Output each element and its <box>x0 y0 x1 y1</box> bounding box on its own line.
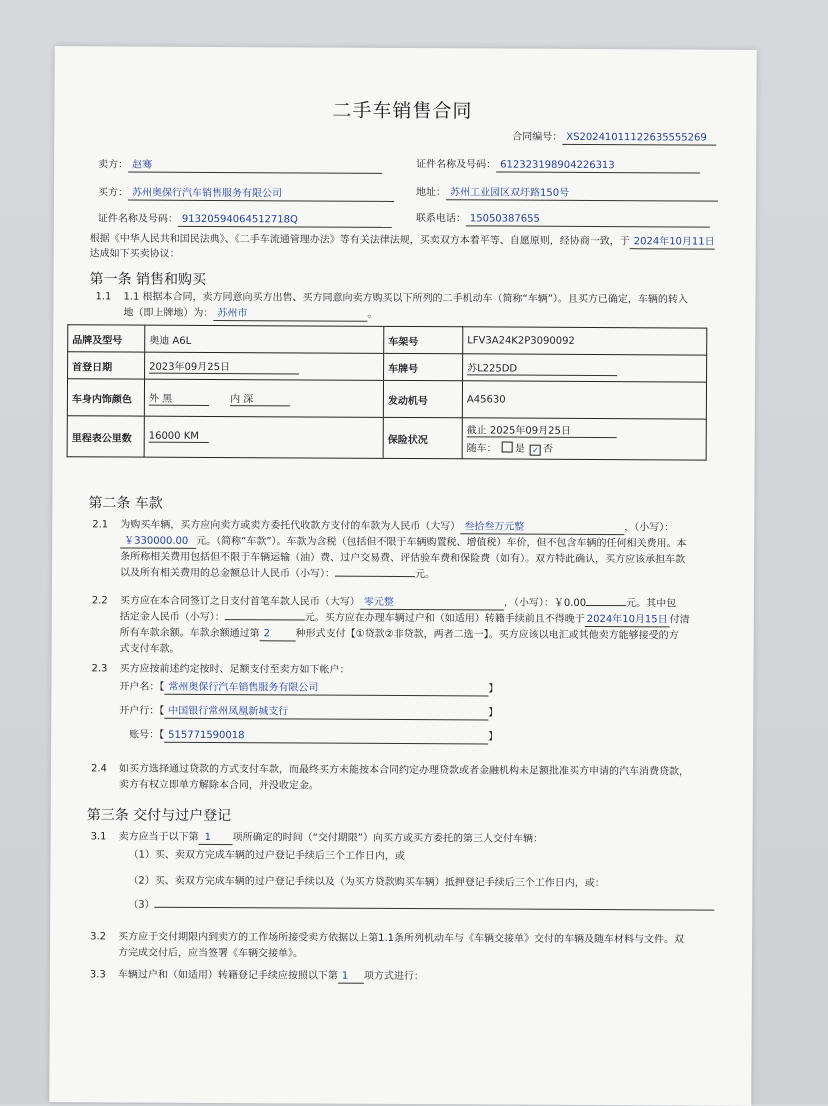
account-number: 515771590018 <box>164 729 488 745</box>
color-label: 车身内饰颜色 <box>67 379 144 416</box>
interior-color: 内 深 <box>230 390 290 406</box>
contract-page <box>49 46 757 1106</box>
buyer-id-label: 证件名称及号码： <box>97 213 178 225</box>
buyer-id-row <box>98 212 392 228</box>
account-bank: 中国银行常州凤凰新城支行 <box>164 705 488 721</box>
insurance-value: 截止 2025年09月25日 随车： 是 ✓ 否 <box>462 418 706 460</box>
buyer-phone: 15050387655 <box>466 212 710 227</box>
clause-3-3-number: 3.3 <box>89 969 106 981</box>
section-3-title: 第三条 交付与过户登记 <box>86 807 232 825</box>
buyer-phone-row <box>416 212 710 228</box>
plate-label: 车牌号 <box>384 353 463 380</box>
brand-value: 奥迪 A6L <box>145 325 384 353</box>
account-name-row: 开户名：【 常州奥保行汽车销售服务有限公司 】 <box>119 681 499 695</box>
brand-label: 品牌及型号 <box>68 325 145 352</box>
seller-id-label: 证件名称及号码： <box>416 159 497 171</box>
payment-method: 2 <box>260 627 296 641</box>
checkbox-no[interactable]: ✓ <box>530 445 541 456</box>
contract-number-row <box>512 131 716 146</box>
mileage-value: 16000 KM <box>144 416 383 458</box>
clause-1-1-line-1: 1.1 根据本合同，卖方同意向买方出售、买方同意向卖方购买以下所列的二手机动车（简称“车辆”）。且买方已确定，车辆的转入 <box>123 291 688 306</box>
clause-3-1-line-1: 卖方应当于以下第 1 项所确定的时间（“交付期限”）向买方或买方委托的第三人交付车辆： <box>118 831 544 845</box>
engine-value: A45630 <box>462 381 706 419</box>
vin-value: LFV3A24K2P3090092 <box>463 327 707 355</box>
clause-3-3-line-1: 车辆过户和（如适用）转籍登记手续应按照以下第 1 项方式进行： <box>117 969 424 983</box>
table-row <box>68 352 707 382</box>
clause-3-2-line-2: 方完成交付后，应当签署《车辆交接单》。 <box>117 947 304 960</box>
account-number-row: 账号：【 515771590018 】 <box>129 729 499 743</box>
preamble-line-2: 达成如下买卖协议： <box>89 248 180 260</box>
exterior-color: 外 黑 <box>149 390 209 406</box>
clause-3-1-option-1: （1）买、卖双方完成车辆的过户登记手续后三个工作日内，或 <box>128 849 405 863</box>
section-1-title: 第一条 销售和购买 <box>89 271 207 288</box>
clause-1-1-line-2: 地（即上牌地）为： 苏州市 。 <box>123 307 378 320</box>
contract-number: XS20241011122635555269 <box>562 131 716 146</box>
engine-label: 发动机号 <box>383 380 462 417</box>
clause-2-4-line-1: 如买方选择通过贷款的方式支付车款，而最终买方未能按本合同约定办理贷款或者金融机构未足额批准买方申请的汽车消费贷款， <box>118 763 690 778</box>
buyer-address-row <box>416 186 718 202</box>
transfer-option: 1 <box>338 970 364 984</box>
seller-row <box>98 158 382 173</box>
seller-name: 赵骞 <box>128 159 382 174</box>
preamble-date: 2024年10月11日 <box>630 235 715 249</box>
clause-2-1-line-3: 条所称相关费用包括但不限于车辆运输（油）费、过户交易费、评估验车费和保险费（如有）。双方特此确认，买方应该承担车款 <box>120 551 686 566</box>
section-2-title: 第二条 车款 <box>88 495 163 512</box>
table-row <box>67 379 706 419</box>
address-label: 地址： <box>415 187 447 199</box>
clause-2-2-line-4: 式支付车款。 <box>119 643 180 655</box>
document-title: 二手车销售合同 <box>332 99 473 123</box>
insurance-label: 保险状况 <box>383 417 462 458</box>
clause-3-2-line-1: 买方应于交付期限内到卖方的工作场所接受卖方依据以上第1.1条所列机动车与《车辆交接单》交付的车辆及随车材料与文件。双 <box>118 931 685 946</box>
seller-label: 卖方： <box>98 159 129 171</box>
vin-label: 车架号 <box>384 326 463 353</box>
phone-label: 联系电话： <box>415 213 466 225</box>
mileage-label: 里程表公里数 <box>67 416 144 457</box>
clause-3-1-option-2: （2）买、卖双方完成车辆的过户登记手续以及（为买方贷款购买车辆）抵押登记手续后三个工作日内，或： <box>128 875 605 890</box>
down-payment-uppercase: 零元整 <box>360 596 504 611</box>
clause-2-1-line-2: ￥330000.00 元。（简称“车款”）。车款为含税（包括但不限于车辆购置税、增值税）车价，但不包含车辆的任何相关费用。本 <box>120 535 686 552</box>
buyer-id: 91320594064512718Q <box>178 213 392 228</box>
clause-1-1-number: 1.1 <box>95 291 112 303</box>
buyer-row <box>98 186 394 202</box>
buyer-name: 苏州奥保行汽车销售服务有限公司 <box>128 187 394 202</box>
seller-id: 612323198904226313 <box>496 158 700 173</box>
clause-2-2-line-1: 买方应在本合同签订之日支付首笔车款人民币（大写） 零元整 ，（小写）：￥0.00 元。其中包 <box>119 595 677 610</box>
transfer-city: 苏州市 <box>213 307 367 322</box>
registration-date-label: 首登日期 <box>68 352 145 379</box>
clause-2-3-line-1: 买方应按前述约定按时、足额支付至卖方如下帐户： <box>119 663 350 676</box>
vehicle-info-table <box>67 324 708 460</box>
preamble-line-1: 根据《中华人民共和国民法典》、《二手车流通管理办法》等有关法律法规，买卖双方本着平等、自愿原则，经协商一致，于 2024年10月11日 <box>89 233 715 248</box>
contract-number-label: 合同编号： <box>512 131 563 143</box>
clause-2-2-line-3: 所有车款余额。车款余额通过第 2 种形式支付【①贷款②非贷款，两者二选一】。买方应该以电汇或其他卖方能够接受的方 <box>119 627 679 642</box>
price-uppercase: 叁拾叁万元整 <box>460 520 624 535</box>
price-lowercase: ￥330000.00 <box>120 535 196 549</box>
clause-2-2-line-2: 括定金人民币（小写）： 元。买方应在办理车辆过户和（如适用）转籍手续前且不得晚于 2024年10月15日 付清 <box>119 611 690 626</box>
table-row <box>68 325 707 355</box>
delivery-option: 1 <box>199 831 233 845</box>
table-row <box>67 416 706 460</box>
account-name: 常州奥保行汽车销售服务有限公司 <box>164 681 488 697</box>
clause-2-3-number: 2.3 <box>91 663 108 675</box>
clause-3-1-number: 3.1 <box>90 831 107 843</box>
account-bank-row: 开户行：【 中国银行常州凤凰新城支行 】 <box>119 705 499 719</box>
checkbox-yes[interactable] <box>502 442 513 453</box>
clause-2-4-number: 2.4 <box>90 763 107 775</box>
registration-date-value: 2023年09月25日 <box>145 352 384 380</box>
buyer-address: 苏州工业园区双圩路150号 <box>446 186 718 201</box>
clause-2-1-line-4: 以及所有相关费用的总金额总计人民币（小写）： 元。 <box>119 567 436 581</box>
clause-2-1-number: 2.1 <box>92 519 109 531</box>
payment-deadline: 2024年10月15日 <box>585 613 670 627</box>
buyer-label: 买方： <box>97 187 129 199</box>
seller-id-row <box>416 158 700 173</box>
clause-3-2-number: 3.2 <box>90 931 107 943</box>
insurance-until: 截止 2025年09月25日 <box>467 421 617 438</box>
clause-2-1-line-1: 为购买车辆，买方应向卖方或卖方委托代收款方支付的车款为人民币（大写） 叁拾叁万元整 ，（小写）： <box>120 519 675 534</box>
clause-2-2-number: 2.2 <box>91 595 108 607</box>
clause-2-4-line-2: 卖方有权立即单方解除本合同，并没收定金。 <box>118 779 319 792</box>
plate-value: 苏L225DD <box>463 354 707 382</box>
color-value <box>144 379 383 417</box>
clause-3-1-option-3: （3） <box>128 899 714 915</box>
